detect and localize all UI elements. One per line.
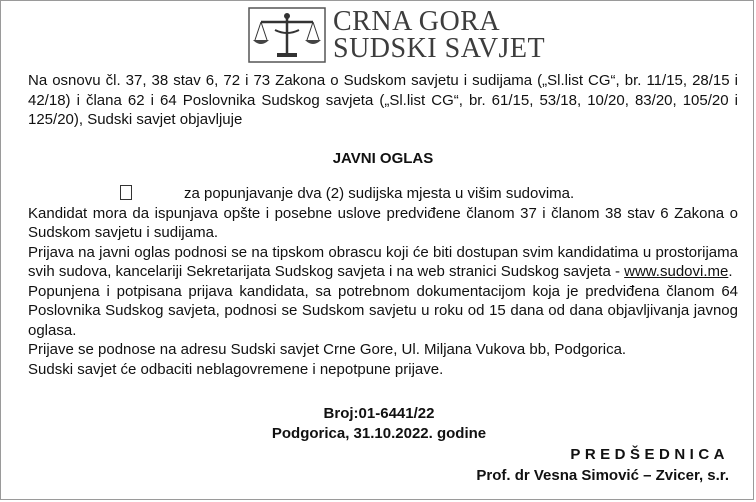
notice-body bbox=[28, 71, 738, 379]
signature-block bbox=[476, 444, 729, 486]
deadline-paragraph: Popunjena i potpisana prijava kandidata, sa potrebnom dokumentacijom koja je predviđena članom 64 Poslovnika Sudskog savjeta, podnosi se Sudskom savjetu u roku od 15 dana od dana objavljivanja javnog oglasa. bbox=[28, 282, 738, 339]
institution-name: SUDSKI SAVJET bbox=[333, 33, 546, 64]
intro-paragraph: Na osnovu čl. 37, 38 stav 6, 72 i 73 Zakona o Sudskom savjetu i sudijama („Sl.list CG“, br. 11/15, 28/15 i 42/18) i člana 62 i 64 Poslovnika Sudskog savjeta („Sl.list CG“, br. 61/15, 53/18, 10/20, 83/20, 105/20 i 125/20), Sudski savjet objavljuje bbox=[28, 72, 738, 128]
rejection-paragraph: Sudski savjet će odbaciti neblagovremene i nepotpune prijave. bbox=[28, 360, 444, 378]
reference-block bbox=[1, 404, 756, 444]
conditions-paragraph: Kandidat mora da ispunjava opšte i posebne uslove predviđene članom 37 i članom 38 stav 6 Zakona o Sudskom savjetu i sudijama. bbox=[28, 204, 738, 241]
country-name: CRNA GORA bbox=[333, 6, 501, 37]
institution-title bbox=[333, 8, 545, 62]
notice-subject bbox=[28, 184, 738, 204]
application-end: . bbox=[728, 263, 733, 280]
reference-number: Broj:01-6441/22 bbox=[323, 405, 435, 422]
address-paragraph: Prijave se podnose na adresu Sudski savjet Crne Gore, Ul. Miljana Vukova bb, Podgorica. bbox=[28, 341, 627, 358]
missing-glyph-icon bbox=[120, 185, 132, 200]
website-link[interactable]: www.sudovi.me bbox=[624, 263, 729, 280]
subject-text: za popunjavanje dva (2) sudijska mjesta u višim sudovima. bbox=[184, 185, 575, 202]
application-text: Prijava na javni oglas podnosi se na tipskom obrascu koji će biti dostupan svim kandidatima u prostorijama svih sudova, kancelariji Sekretarijata Sudskog savjeta i na web stranici Sudskog savjeta - bbox=[28, 243, 738, 280]
notice-heading: JAVNI OGLAS bbox=[332, 149, 434, 167]
scales-of-justice-icon bbox=[247, 6, 327, 64]
masthead bbox=[247, 5, 545, 65]
signatory-name: Prof. dr Vesna Simović – Zvicer, s.r. bbox=[476, 467, 729, 484]
signatory-role: PREDŠEDNICA bbox=[570, 446, 729, 463]
application-paragraph bbox=[28, 243, 738, 282]
place-date: Podgorica, 31.10.2022. godine bbox=[271, 425, 487, 442]
